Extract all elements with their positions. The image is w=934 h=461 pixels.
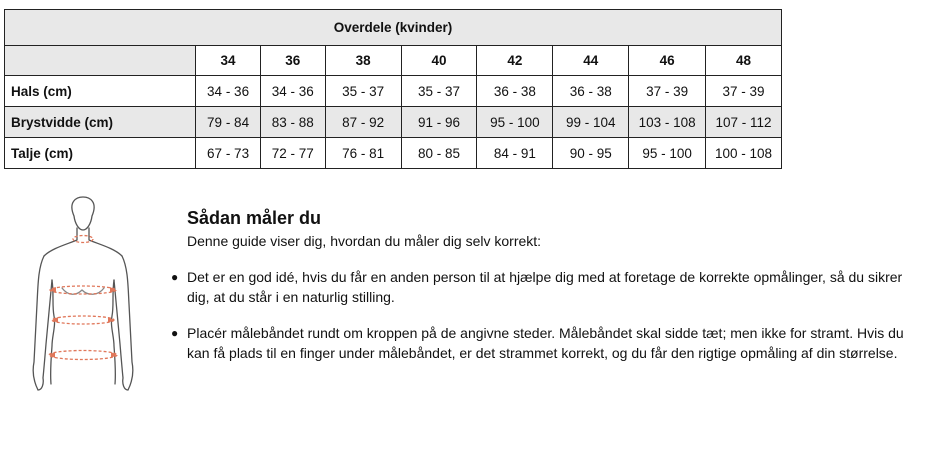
guide-bullet-list xyxy=(171,268,917,363)
size-header: 34 xyxy=(196,46,261,76)
bullet-text: Det er en god idé, hvis du får en anden person til at hjælpe dig med at foretage de korrekte opmålinger, så du sikrer dig, at du står i en naturlig stilling. xyxy=(187,269,903,305)
table-cell: 35 - 37 xyxy=(401,76,477,107)
table-cell: 35 - 37 xyxy=(325,76,401,107)
table-cell: 95 - 100 xyxy=(629,138,706,169)
bullet-icon: ● xyxy=(171,326,179,340)
size-header: 40 xyxy=(401,46,477,76)
table-cell: 99 - 104 xyxy=(553,107,629,138)
table-cell: 34 - 36 xyxy=(196,76,261,107)
body-measurement-figure-icon xyxy=(28,194,138,398)
table-cell: 100 - 108 xyxy=(706,138,782,169)
table-cell: 103 - 108 xyxy=(629,107,706,138)
size-header: 48 xyxy=(706,46,782,76)
header-blank-cell xyxy=(5,46,196,76)
list-item xyxy=(171,324,917,363)
table-cell: 90 - 95 xyxy=(553,138,629,169)
table-title: Overdele (kvinder) xyxy=(5,10,782,46)
table-cell: 76 - 81 xyxy=(325,138,401,169)
row-label: Hals (cm) xyxy=(5,76,196,107)
table-cell: 36 - 38 xyxy=(553,76,629,107)
table-row xyxy=(5,138,782,169)
table-cell: 34 - 36 xyxy=(260,76,325,107)
guide-intro: Denne guide viser dig, hvordan du måler dig selv korrekt: xyxy=(187,233,542,249)
size-header: 36 xyxy=(260,46,325,76)
row-label: Talje (cm) xyxy=(5,138,196,169)
size-header: 38 xyxy=(325,46,401,76)
table-cell: 84 - 91 xyxy=(477,138,553,169)
row-label: Brystvidde (cm) xyxy=(5,107,196,138)
table-cell: 80 - 85 xyxy=(401,138,477,169)
bullet-icon: ● xyxy=(171,270,179,284)
bullet-text: Placér målebåndet rundt om kroppen på de angivne steder. Målebåndet skal sidde tæt; men ikke for stramt. Hvis du kan få plads til en finger under målebåndet, er det strammet korrekt, og du får den rigtige opmåling af din størrelse. xyxy=(187,325,904,361)
table-cell: 83 - 88 xyxy=(260,107,325,138)
table-cell: 37 - 39 xyxy=(706,76,782,107)
table-cell: 87 - 92 xyxy=(325,107,401,138)
list-item xyxy=(171,268,917,307)
table-row xyxy=(5,107,782,138)
size-header: 44 xyxy=(553,46,629,76)
table-cell: 72 - 77 xyxy=(260,138,325,169)
guide-heading: Sådan måler du xyxy=(187,208,322,228)
table-cell: 95 - 100 xyxy=(477,107,553,138)
table-cell: 67 - 73 xyxy=(196,138,261,169)
table-row xyxy=(5,76,782,107)
size-chart-table xyxy=(4,9,782,169)
table-cell: 91 - 96 xyxy=(401,107,477,138)
table-cell: 79 - 84 xyxy=(196,107,261,138)
table-cell: 37 - 39 xyxy=(629,76,706,107)
size-header: 42 xyxy=(477,46,553,76)
measuring-guide xyxy=(171,207,917,380)
table-cell: 107 - 112 xyxy=(706,107,782,138)
table-cell: 36 - 38 xyxy=(477,76,553,107)
size-header: 46 xyxy=(629,46,706,76)
